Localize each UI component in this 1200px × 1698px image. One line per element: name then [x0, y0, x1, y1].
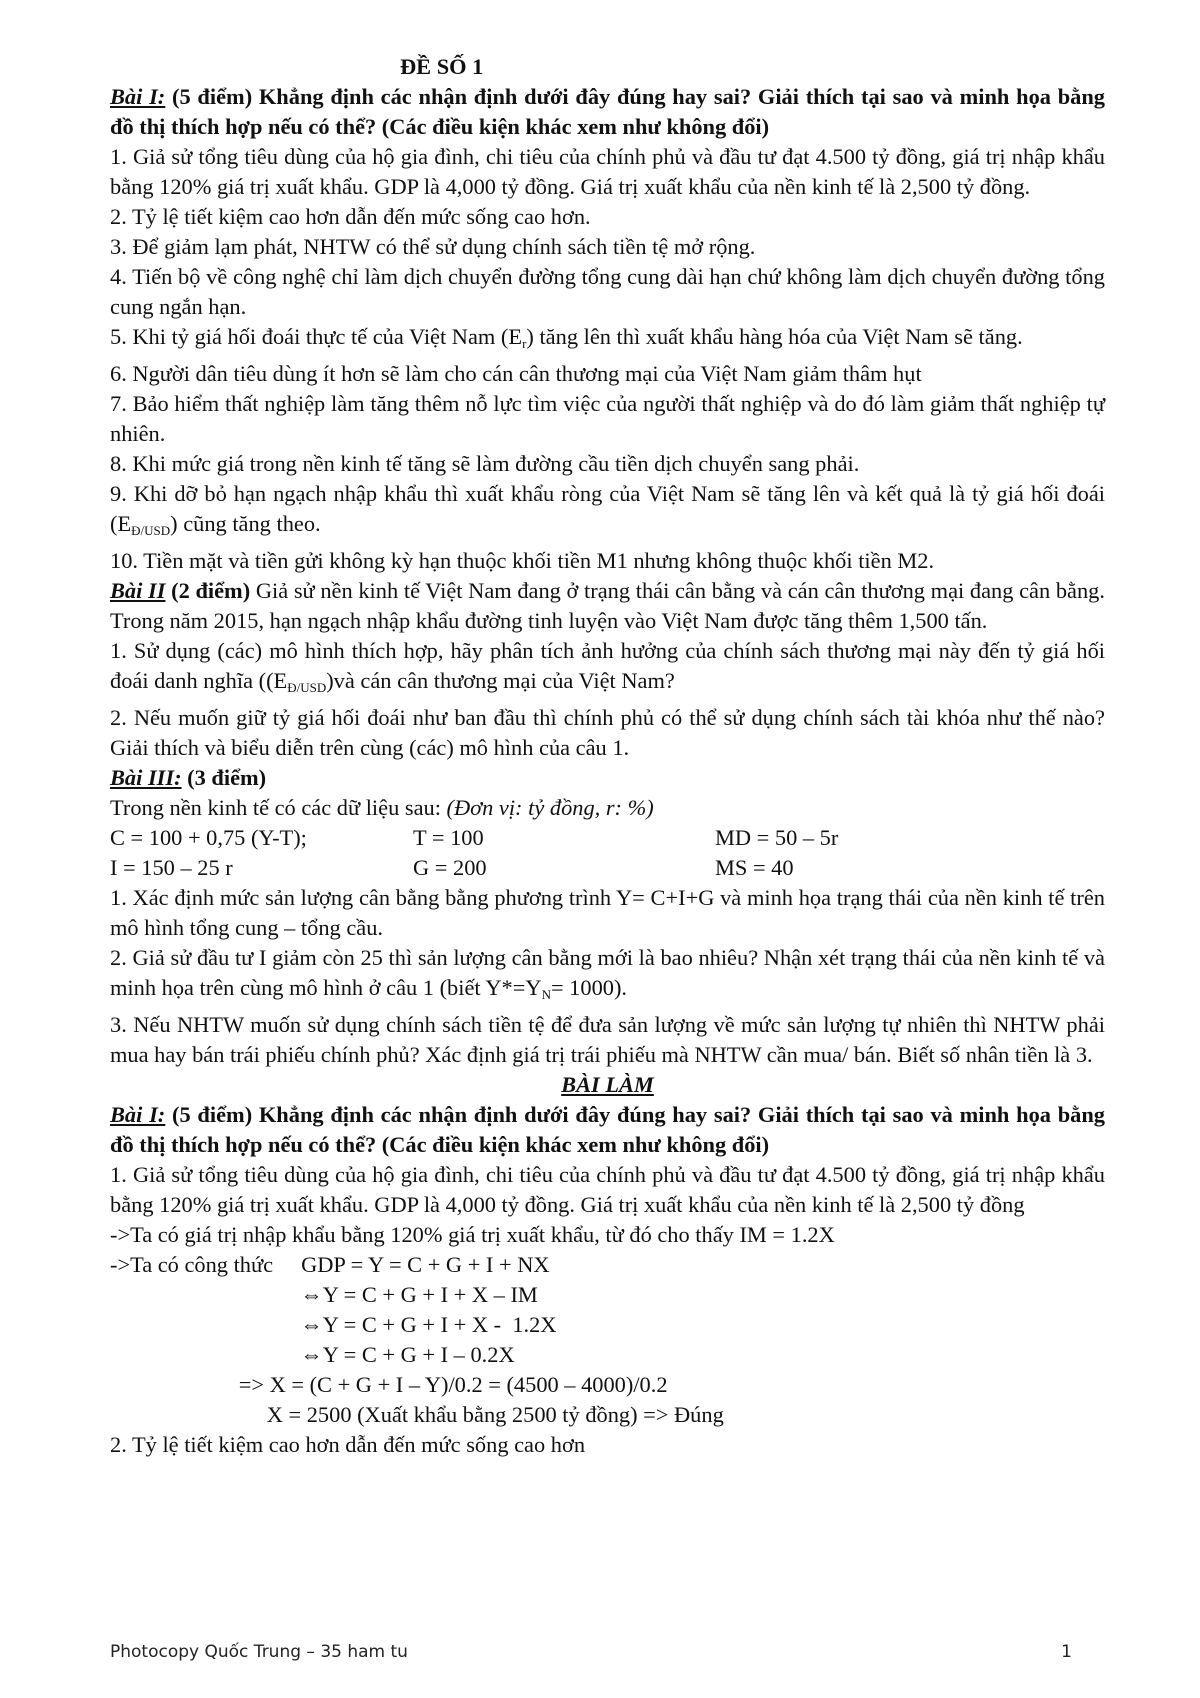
answer-line-4: ⇔Y = C + G + I + X - 1.2X [110, 1312, 557, 1337]
bai2-label: Bài II [110, 578, 166, 603]
bai3-q2-sub: N [541, 987, 551, 1002]
answer-bai1-heading-text: (5 điểm) Khẳng định các nhận định dưới đây đúng hay sai? Giải thích tại sao và minh họa bằng đồ thị thích hợp nếu có thể? (Các điều kiện khác xem như không đổi) [110, 1102, 1106, 1157]
bai1-item-6: 6. Người dân tiêu dùng ít hơn sẽ làm cho cán cân thương mại của Việt Nam giảm thâm hụt [110, 361, 922, 386]
bai1-item-9-sub: Đ/USD [131, 523, 171, 538]
bai3-q2-b: = 1000). [550, 975, 628, 1000]
footer-text: Photocopy Quốc Trung – 35 ham tu [110, 1642, 408, 1662]
answer-line-6: => X = (C + G + I – Y)/0.2 = (4500 – 4000)/0.2 [110, 1372, 668, 1397]
bai2-q1-sub: Đ/USD [287, 680, 327, 695]
bai1-item-9 [110, 479, 1105, 546]
bai1-item-2: 2. Tỷ lệ tiết kiệm cao hơn dẫn đến mức sống cao hơn. [110, 204, 591, 229]
bai3-eq-ms: MS = 40 [715, 855, 794, 880]
bai3-points: (3 điểm) [181, 765, 267, 790]
bai2-q1-b: )và cán cân thương mại của Việt Nam? [326, 668, 675, 693]
page-number: 1 [1061, 1642, 1072, 1662]
bai3-label: Bài III: [110, 765, 182, 790]
bai3-eq-g: G = 200 [413, 855, 487, 880]
bai1-heading-text: (5 điểm) Khẳng định các nhận định dưới đây đúng hay sai? Giải thích tại sao và minh họa bằng đồ thị thích hợp nếu có thể? (Các điều kiện khác xem như không đổi) [110, 84, 1106, 139]
answer-line-2: ->Ta có công thức GDP = Y = C + G + I + NX [110, 1252, 550, 1277]
bai3-intro [110, 793, 1105, 823]
answer-bai1-heading [110, 1100, 1105, 1160]
bai1-label: Bài I: [110, 84, 166, 109]
bai3-q2-a: 2. Giả sử đầu tư I giảm còn 25 thì sản lượng cân bằng mới là bao nhiêu? Nhận xét trạng thái của nền kinh tế và minh họa trên cùng mô hình ở câu 1 (biết Y*=Y [110, 945, 1105, 1000]
bai3-question-2 [110, 943, 1105, 1010]
bai2-q1-a: 1. Sử dụng (các) mô hình thích hợp, hãy phân tích ảnh hưởng của chính sách thương mại này đến tỷ giá hối đoái danh nghĩa ((E [110, 638, 1105, 693]
answer-line-7: X = 2500 (Xuất khẩu bằng 2500 tỷ đồng) => Đúng [110, 1402, 724, 1427]
bai3-data-row-2 [110, 853, 1105, 883]
bai3-eq-md: MD = 50 – 5r [715, 825, 839, 850]
bai1-item-4: 4. Tiến bộ về công nghệ chỉ làm dịch chuyển đường tổng cung dài hạn chứ không làm dịch chuyển đường tổng cung ngắn hạn. [110, 264, 1105, 319]
bai1-item-10: 10. Tiền mặt và tiền gửi không kỳ hạn thuộc khối tiền M1 nhưng không thuộc khối tiền M2. [110, 548, 935, 573]
bai1-item-5-sub: r [522, 336, 527, 351]
bai1-heading [110, 82, 1105, 142]
bai3-heading [110, 763, 1105, 793]
bai3-eq-c: C = 100 + 0,75 (Y-T); [110, 825, 307, 850]
page-footer [110, 1642, 1072, 1662]
bai2-question-2: 2. Nếu muốn giữ tỷ giá hối đoái như ban đầu thì chính phủ có thể sử dụng chính sách tài khóa như thế nào? Giải thích và biểu diễn trên cùng (các) mô hình của câu 1. [110, 705, 1105, 760]
bai1-item-9-b: ) cũng tăng theo. [170, 511, 321, 536]
answer-line-3: ⇔Y = C + G + I + X – IM [110, 1282, 538, 1307]
bai3-question-3: 3. Nếu NHTW muốn sử dụng chính sách tiền tệ để đưa sản lượng về mức sản lượng tự nhiên thì NHTW phải mua hay bán trái phiếu chính phủ? Xác định giá trị trái phiếu mà NHTW cần mua/ bán. Biết số nhân tiền là 3. [110, 1012, 1105, 1067]
bai1-item-1: 1. Giả sử tổng tiêu dùng của hộ gia đình, chi tiêu của chính phủ và đầu tư đạt 4.500 tỷ đồng, giá trị nhập khẩu bằng 120% giá trị xuất khẩu. GDP là 4,000 tỷ đồng. Giá trị xuất khẩu của nền kinh tế là 2,500 tỷ đồng. [110, 144, 1105, 199]
answer-item-2: 2. Tỷ lệ tiết kiệm cao hơn dẫn đến mức sống cao hơn [110, 1432, 586, 1457]
bai1-item-3: 3. Để giảm lạm phát, NHTW có thể sử dụng chính sách tiền tệ mở rộng. [110, 234, 756, 259]
bai1-item-7: 7. Bảo hiểm thất nghiệp làm tăng thêm nỗ lực tìm việc của người thất nghiệp và do đó làm giảm thất nghiệp tự nhiên. [110, 391, 1105, 446]
bai3-eq-t: T = 100 [413, 825, 484, 850]
bai3-intro-text: Trong nền kinh tế có các dữ liệu sau: [110, 795, 447, 820]
bai3-unit: (Đơn vị: tỷ đồng, r: %) [446, 795, 654, 820]
bai2-heading [110, 576, 1105, 636]
bai1-item-5 [110, 322, 1105, 359]
bai1-item-8: 8. Khi mức giá trong nền kinh tế tăng sẽ làm đường cầu tiền dịch chuyển sang phải. [110, 451, 860, 476]
answer-line-1: ->Ta có giá trị nhập khẩu bằng 120% giá trị xuất khẩu, từ đó cho thấy IM = 1.2X [110, 1222, 835, 1247]
bai1-item-5-a: 5. Khi tỷ giá hối đoái thực tế của Việt Nam (E [110, 324, 523, 349]
document-body [110, 52, 1105, 1460]
bai1-item-5-b: ) tăng lên thì xuất khẩu hàng hóa của Việt Nam sẽ tăng. [526, 324, 1023, 349]
bai3-eq-i: I = 150 – 25 r [110, 855, 233, 880]
answer-title: BÀI LÀM [561, 1072, 654, 1097]
answer-item-1: 1. Giả sử tổng tiêu dùng của hộ gia đình, chi tiêu của chính phủ và đầu tư đạt 4.500 tỷ đồng, giá trị nhập khẩu bằng 120% giá trị xuất khẩu. GDP là 4,000 tỷ đồng. Giá trị xuất khẩu của nền kinh tế là 2,500 tỷ đồng [110, 1162, 1105, 1217]
exam-title: ĐỀ SỐ 1 [400, 54, 484, 79]
bai2-question-1 [110, 636, 1105, 703]
bai2-intro: Giả sử nền kinh tế Việt Nam đang ở trạng thái cân bằng và cán cân thương mại đang cân bằng. Trong năm 2015, hạn ngạch nhập khẩu đường tinh luyện vào Việt Nam được tăng thêm 1,500 tấn. [110, 578, 1105, 633]
bai3-question-1: 1. Xác định mức sản lượng cân bằng bằng phương trình Y= C+I+G và minh họa trạng thái của nền kinh tế trên mô hình tổng cung – tổng cầu. [110, 885, 1105, 940]
bai2-points: (2 điểm) [165, 578, 251, 603]
bai1-item-9-a: 9. Khi dỡ bỏ hạn ngạch nhập khẩu thì xuất khẩu ròng của Việt Nam sẽ tăng lên và kết quả là tỷ giá hối đoái (E [110, 481, 1105, 536]
bai3-data-row-1 [110, 823, 1105, 853]
answer-bai1-label: Bài I: [110, 1102, 166, 1127]
answer-line-5: ⇔Y = C + G + I – 0.2X [110, 1342, 515, 1367]
